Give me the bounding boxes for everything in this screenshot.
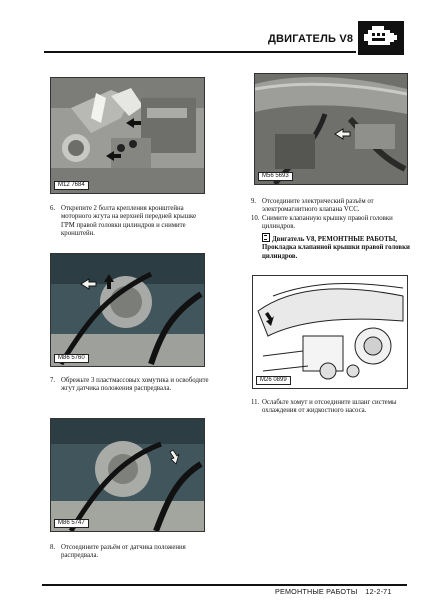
step-6 [50, 205, 210, 239]
step-number: 8. [50, 544, 56, 551]
step-7 [50, 377, 210, 394]
figure-code: M86 5760 [54, 354, 89, 363]
footer [275, 587, 392, 596]
step-text: Обрежьте 3 пластмассовых хомутика и освободите жгут датчика положения распредвала. [61, 377, 209, 393]
step-number: 10. [251, 215, 260, 222]
footer-section: РЕМОНТНЫЕ РАБОТЫ [275, 587, 358, 596]
figure-1 [50, 77, 205, 194]
step-number: 9. [251, 198, 257, 205]
step-11 [251, 399, 411, 416]
figure-4 [252, 275, 408, 389]
step-number: 6. [50, 205, 56, 212]
step-9 [251, 198, 411, 215]
figure-2 [254, 73, 408, 185]
reference-icon [262, 233, 270, 242]
figure-code: M86 5747 [54, 519, 89, 528]
step-10 [251, 215, 411, 261]
step-text: Отсоедините разъём от датчика положения распредвала. [61, 544, 186, 560]
figure-code: M56 5693 [258, 172, 293, 181]
step-number: 7. [50, 377, 56, 384]
reference [262, 233, 411, 261]
figure-5 [50, 418, 205, 532]
step-text: Ослабьте хомут и отсоедините шланг системы охлаждения от жидкостного насоса. [262, 399, 397, 415]
page-title: ДВИГАТЕЛЬ V8 [268, 33, 354, 45]
step-text: Отсоедините электрический разъём от электромагнитного клапана VCC. [262, 198, 374, 214]
figure-code: M12 7684 [54, 181, 89, 190]
reference-text: Двигатель V8, РЕМОНТНЫЕ РАБОТЫ, Прокладка клапанной крышки правой головки цилиндров. [262, 235, 410, 260]
footer-rule [42, 584, 407, 586]
step-text: Снимите клапанную крышку правой головки цилиндров. [262, 215, 393, 231]
engine-icon [358, 21, 404, 55]
page-number: 12-2-71 [365, 587, 392, 596]
step-8 [50, 544, 210, 561]
figure-3 [50, 253, 205, 367]
step-number: 11. [251, 399, 260, 406]
header-rule [44, 51, 356, 53]
step-text: Открепите 2 болта крепления кронштейна моторного жгута на верхней передней крышке ГРМ правой головки цилиндров и снимите кронштейн. [61, 205, 197, 238]
figure-code: M26 0899 [256, 376, 291, 385]
